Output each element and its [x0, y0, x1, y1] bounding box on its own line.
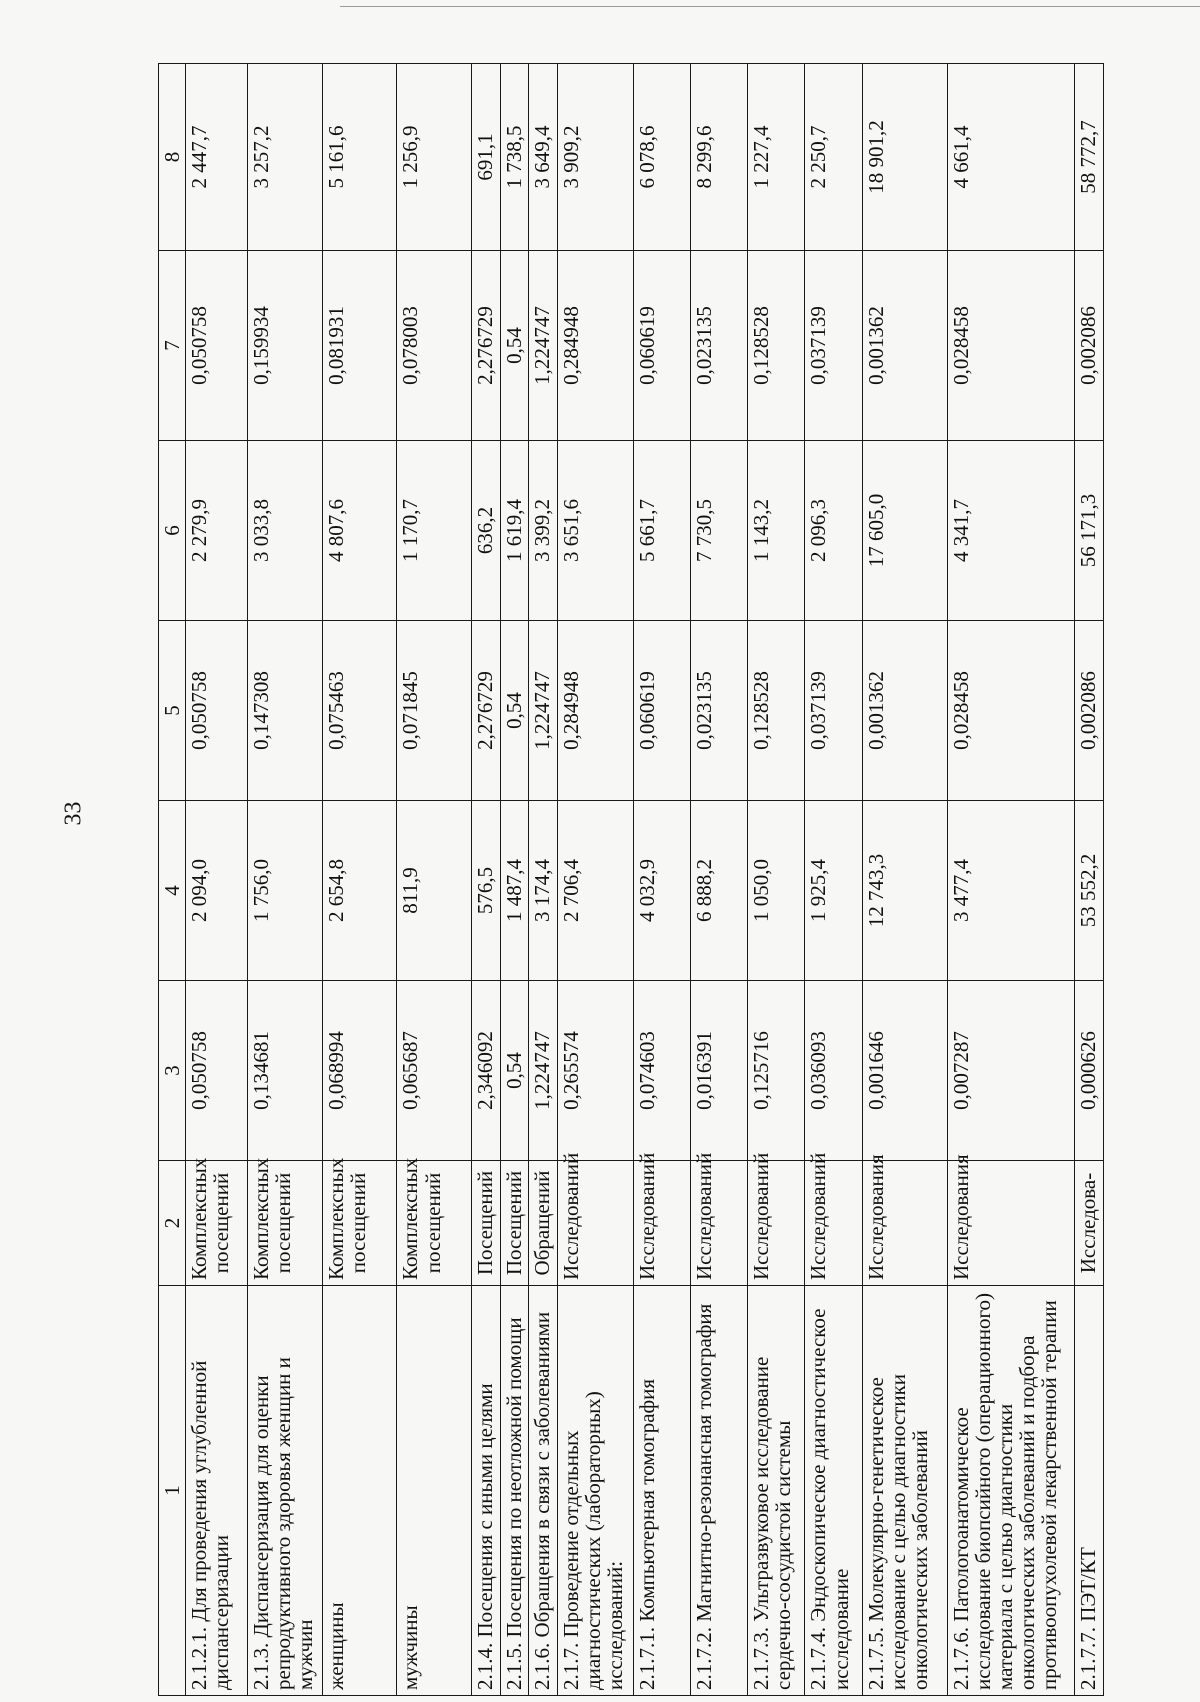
unit-cell: Посещений	[471, 1161, 500, 1286]
table-row	[397, 64, 471, 1696]
table-row	[500, 64, 529, 1696]
row-label-cell: 2.1.5. Посещения по неотложной помощи	[500, 1286, 529, 1696]
value-cell: 1 227,4	[748, 64, 805, 251]
value-cell: 1 487,4	[500, 801, 529, 981]
row-label-cell: 2.1.6. Обращения в связи с заболеваниями	[529, 1286, 558, 1696]
header-cell: 1	[159, 1286, 186, 1696]
value-cell: 3 651,6	[557, 441, 633, 621]
value-cell: 2 096,3	[805, 441, 862, 621]
value-cell: 56 171,3	[1075, 441, 1104, 621]
value-cell: 5 661,7	[633, 441, 690, 621]
table-row	[247, 64, 323, 1696]
row-label-cell: 2.1.7.3. Ультразвуковое исследование сердечно-сосудистой системы	[748, 1286, 805, 1696]
value-cell: 0,050758	[186, 981, 248, 1161]
value-cell: 0,050758	[186, 251, 248, 441]
value-cell: 636,2	[471, 441, 500, 621]
value-cell: 2,346092	[471, 981, 500, 1161]
unit-cell: Исследований	[805, 1161, 862, 1286]
value-cell: 18 901,2	[862, 64, 947, 251]
value-cell: 0,023135	[690, 621, 747, 801]
unit-cell: Исследова-	[1075, 1161, 1104, 1286]
table-row	[186, 64, 248, 1696]
table-row	[862, 64, 947, 1696]
value-cell: 1 619,4	[500, 441, 529, 621]
value-cell: 4 661,4	[947, 64, 1074, 251]
value-cell: 58 772,7	[1075, 64, 1104, 251]
row-label-cell: 2.1.7.5. Молекулярно-генетическое исследование с целью диагностики онкологических заболеваний	[862, 1286, 947, 1696]
table-row	[471, 64, 500, 1696]
value-cell: 3 257,2	[247, 64, 323, 251]
value-cell: 0,036093	[805, 981, 862, 1161]
value-cell: 0,125716	[748, 981, 805, 1161]
value-cell: 6 078,6	[633, 64, 690, 251]
value-cell: 0,060619	[633, 621, 690, 801]
header-cell: 4	[159, 801, 186, 981]
table-row	[805, 64, 862, 1696]
header-cell: 7	[159, 251, 186, 441]
value-cell: 0,028458	[947, 621, 1074, 801]
value-cell: 0,081931	[323, 251, 397, 441]
value-cell: 1,224747	[529, 251, 558, 441]
header-row	[159, 64, 186, 1696]
unit-cell: Комплексных посещений	[397, 1161, 471, 1286]
value-cell: 1 170,7	[397, 441, 471, 621]
value-cell: 3 909,2	[557, 64, 633, 251]
value-cell: 8 299,6	[690, 64, 747, 251]
value-cell: 0,037139	[805, 251, 862, 441]
value-cell: 0,065687	[397, 981, 471, 1161]
value-cell: 0,159934	[247, 251, 323, 441]
unit-cell: Комплексных посещений	[323, 1161, 397, 1286]
table-row	[633, 64, 690, 1696]
value-cell: 0,037139	[805, 621, 862, 801]
unit-cell: Исследования	[947, 1161, 1074, 1286]
row-label-cell: женщины	[323, 1286, 397, 1696]
value-cell: 4 807,6	[323, 441, 397, 621]
value-cell: 2 706,4	[557, 801, 633, 981]
unit-cell: Исследований	[633, 1161, 690, 1286]
value-cell: 7 730,5	[690, 441, 747, 621]
scan-edge-line	[340, 6, 1200, 7]
row-label-cell: мужчины	[397, 1286, 471, 1696]
rotated-table-wrapper	[158, 64, 1104, 1696]
value-cell: 1 143,2	[748, 441, 805, 621]
value-cell: 0,050758	[186, 621, 248, 801]
table-row	[690, 64, 747, 1696]
table-row	[557, 64, 633, 1696]
row-label-cell: 2.1.7.6. Патологоанатомическое исследование биопсийного (операционного) материала с целью диагностики онкологических заболеваний и подбора противоопухолевой лекарственной терапии	[947, 1286, 1074, 1696]
value-cell: 2 279,9	[186, 441, 248, 621]
value-cell: 0,134681	[247, 981, 323, 1161]
unit-cell: Исследований	[557, 1161, 633, 1286]
value-cell: 3 174,4	[529, 801, 558, 981]
value-cell: 0,007287	[947, 981, 1074, 1161]
value-cell: 576,5	[471, 801, 500, 981]
value-cell: 1 050,0	[748, 801, 805, 981]
value-cell: 2 447,7	[186, 64, 248, 251]
value-cell: 0,075463	[323, 621, 397, 801]
header-cell: 8	[159, 64, 186, 251]
value-cell: 1,224747	[529, 621, 558, 801]
value-cell: 0,265574	[557, 981, 633, 1161]
value-cell: 3 399,2	[529, 441, 558, 621]
value-cell: 0,023135	[690, 251, 747, 441]
unit-cell: Исследований	[690, 1161, 747, 1286]
value-cell: 4 341,7	[947, 441, 1074, 621]
value-cell: 0,128528	[748, 621, 805, 801]
value-cell: 3 477,4	[947, 801, 1074, 981]
row-label-cell: 2.1.7.2. Магнитно-резонансная томография	[690, 1286, 747, 1696]
value-cell: 4 032,9	[633, 801, 690, 981]
value-cell: 2 654,8	[323, 801, 397, 981]
value-cell: 2,276729	[471, 251, 500, 441]
unit-cell: Комплексных посещений	[247, 1161, 323, 1286]
value-cell: 6 888,2	[690, 801, 747, 981]
unit-cell: Исследований	[748, 1161, 805, 1286]
value-cell: 0,128528	[748, 251, 805, 441]
header-cell: 6	[159, 441, 186, 621]
unit-cell: Обращений	[529, 1161, 558, 1286]
value-cell: 0,284948	[557, 621, 633, 801]
value-cell: 811,9	[397, 801, 471, 981]
value-cell: 1 738,5	[500, 64, 529, 251]
table-row	[323, 64, 397, 1696]
tariff-table	[158, 63, 1104, 1696]
value-cell: 0,078003	[397, 251, 471, 441]
value-cell: 3 033,8	[247, 441, 323, 621]
value-cell: 0,54	[500, 981, 529, 1161]
value-cell: 2 094,0	[186, 801, 248, 981]
row-label-cell: 2.1.4. Посещения с иными целями	[471, 1286, 500, 1696]
row-label-cell: 2.1.7.7. ПЭТ/КТ	[1075, 1286, 1104, 1696]
value-cell: 3 649,4	[529, 64, 558, 251]
value-cell: 0,074603	[633, 981, 690, 1161]
value-cell: 0,068994	[323, 981, 397, 1161]
row-label-cell: 2.1.3. Диспансеризация для оценки репродуктивного здоровья женщин и мужчин	[247, 1286, 323, 1696]
value-cell: 1,224747	[529, 981, 558, 1161]
value-cell: 0,002086	[1075, 251, 1104, 441]
value-cell: 0,000626	[1075, 981, 1104, 1161]
value-cell: 0,071845	[397, 621, 471, 801]
value-cell: 0,001646	[862, 981, 947, 1161]
value-cell: 0,001362	[862, 621, 947, 801]
page-number: 33	[60, 801, 87, 826]
value-cell: 0,016391	[690, 981, 747, 1161]
row-label-cell: 2.1.7.1. Компьютерная томография	[633, 1286, 690, 1696]
value-cell: 0,028458	[947, 251, 1074, 441]
header-cell: 5	[159, 621, 186, 801]
table-row	[529, 64, 558, 1696]
value-cell: 691,1	[471, 64, 500, 251]
value-cell: 2,276729	[471, 621, 500, 801]
value-cell: 53 552,2	[1075, 801, 1104, 981]
table-row	[748, 64, 805, 1696]
value-cell: 0,060619	[633, 251, 690, 441]
value-cell: 0,284948	[557, 251, 633, 441]
value-cell: 1 925,4	[805, 801, 862, 981]
value-cell: 2 250,7	[805, 64, 862, 251]
value-cell: 17 605,0	[862, 441, 947, 621]
value-cell: 0,002086	[1075, 621, 1104, 801]
unit-cell: Посещений	[500, 1161, 529, 1286]
header-cell: 3	[159, 981, 186, 1161]
row-label-cell: 2.1.7. Проведение отдельных диагностических (лабораторных) исследований:	[557, 1286, 633, 1696]
value-cell: 0,54	[500, 251, 529, 441]
row-label-cell: 2.1.2.1. Для проведения углубленной диспансеризации	[186, 1286, 248, 1696]
value-cell: 1 256,9	[397, 64, 471, 251]
value-cell: 12 743,3	[862, 801, 947, 981]
value-cell: 1 756,0	[247, 801, 323, 981]
value-cell: 5 161,6	[323, 64, 397, 251]
table-frame	[158, 64, 1104, 1696]
value-cell: 0,001362	[862, 251, 947, 441]
header-cell: 2	[159, 1161, 186, 1286]
table-row	[1075, 64, 1104, 1696]
row-label-cell: 2.1.7.4. Эндоскопическое диагностическое исследование	[805, 1286, 862, 1696]
value-cell: 0,147308	[247, 621, 323, 801]
unit-cell: Исследования	[862, 1161, 947, 1286]
table-row	[947, 64, 1074, 1696]
value-cell: 0,54	[500, 621, 529, 801]
unit-cell: Комплексных посещений	[186, 1161, 248, 1286]
